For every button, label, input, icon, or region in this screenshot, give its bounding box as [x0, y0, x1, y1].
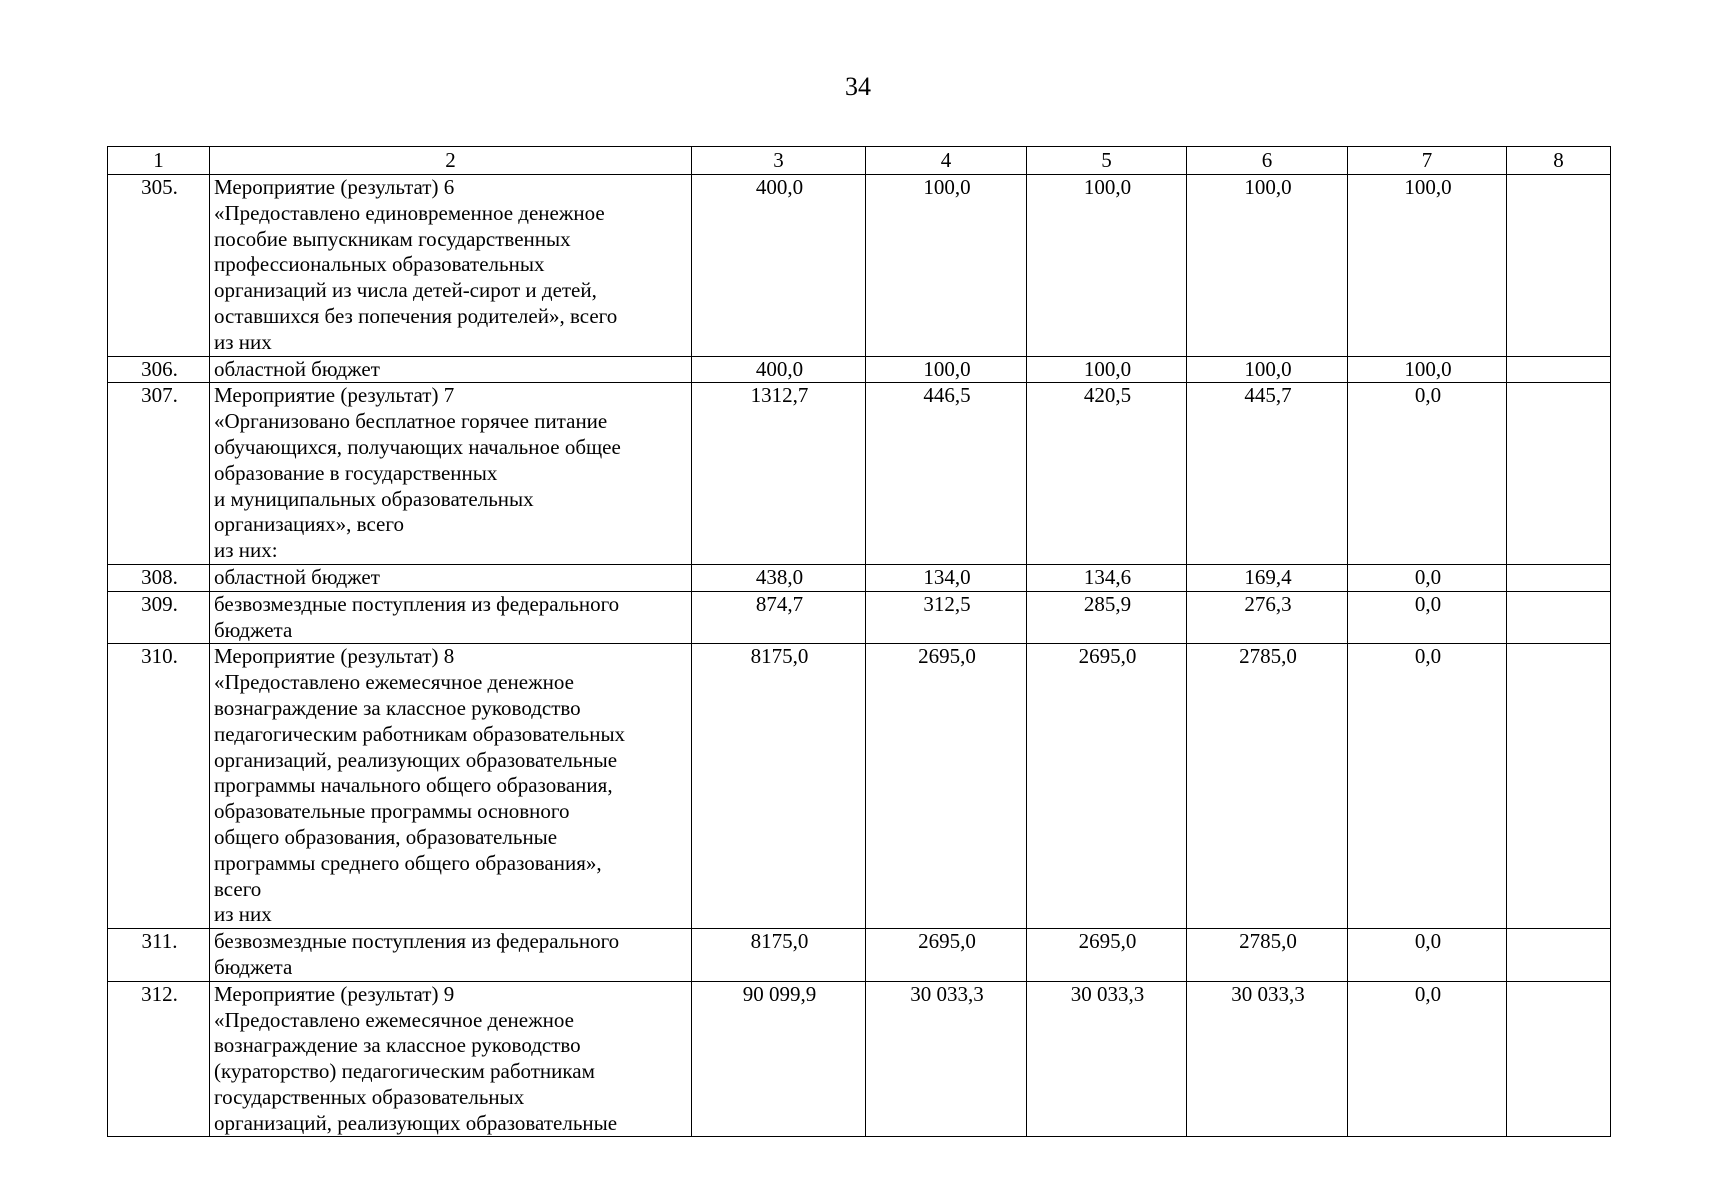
value-cell: 2695,0	[866, 644, 1027, 929]
row-number: 312.	[108, 981, 210, 1137]
row-description: Мероприятие (результат) 6 «Предоставлено единовременное денежное пособие выпускникам государственных профессиональных образовательных организаций из числа детей-сирот и детей, оставшихся без попечения родителей», всего из них	[210, 175, 692, 357]
value-cell: 2695,0	[866, 929, 1027, 982]
header-cell: 5	[1027, 147, 1187, 175]
value-cell: 312,5	[866, 591, 1027, 644]
value-cell	[1507, 644, 1611, 929]
value-cell: 0,0	[1348, 383, 1507, 565]
row-description: безвозмездные поступления из федерального бюджета	[210, 929, 692, 982]
table-header-row	[108, 147, 1611, 175]
row-description: областной бюджет	[210, 564, 692, 591]
value-cell: 100,0	[866, 356, 1027, 383]
header-cell: 1	[108, 147, 210, 175]
value-cell: 446,5	[866, 383, 1027, 565]
value-cell: 134,0	[866, 564, 1027, 591]
table-row	[108, 175, 1611, 357]
value-cell: 0,0	[1348, 564, 1507, 591]
value-cell: 90 099,9	[692, 981, 866, 1137]
value-cell: 400,0	[692, 356, 866, 383]
row-description: безвозмездные поступления из федерального бюджета	[210, 591, 692, 644]
table-row	[108, 356, 1611, 383]
value-cell: 400,0	[692, 175, 866, 357]
row-description: Мероприятие (результат) 8 «Предоставлено ежемесячное денежное вознаграждение за классное руководство педагогическим работникам образовательных организаций, реализующих образовательные программы начального общего образования, образовательные программы основного общего образования, образовательные программы среднего общего образования», всего из них	[210, 644, 692, 929]
value-cell	[1507, 929, 1611, 982]
budget-table	[107, 146, 1611, 1137]
value-cell: 2785,0	[1187, 929, 1348, 982]
value-cell: 0,0	[1348, 644, 1507, 929]
value-cell	[1507, 564, 1611, 591]
value-cell: 0,0	[1348, 981, 1507, 1137]
header-cell: 3	[692, 147, 866, 175]
row-number: 308.	[108, 564, 210, 591]
table-row	[108, 591, 1611, 644]
value-cell	[1507, 356, 1611, 383]
value-cell: 100,0	[1348, 356, 1507, 383]
value-cell: 100,0	[1027, 356, 1187, 383]
row-number: 310.	[108, 644, 210, 929]
table-row	[108, 644, 1611, 929]
header-cell: 4	[866, 147, 1027, 175]
value-cell: 438,0	[692, 564, 866, 591]
value-cell: 100,0	[1348, 175, 1507, 357]
value-cell: 2695,0	[1027, 644, 1187, 929]
row-number: 306.	[108, 356, 210, 383]
header-cell: 2	[210, 147, 692, 175]
value-cell: 8175,0	[692, 644, 866, 929]
row-description: Мероприятие (результат) 9 «Предоставлено ежемесячное денежное вознаграждение за классное руководство (кураторство) педагогическим работникам государственных образовательных организаций, реализующих образовательные	[210, 981, 692, 1137]
value-cell: 285,9	[1027, 591, 1187, 644]
value-cell: 874,7	[692, 591, 866, 644]
row-number: 311.	[108, 929, 210, 982]
value-cell: 100,0	[1187, 175, 1348, 357]
value-cell	[1507, 383, 1611, 565]
row-description: Мероприятие (результат) 7 «Организовано бесплатное горячее питание обучающихся, получающих начальное общее образование в государственных и муниципальных образовательных организациях», всего из них:	[210, 383, 692, 565]
value-cell: 100,0	[1027, 175, 1187, 357]
value-cell: 276,3	[1187, 591, 1348, 644]
value-cell: 0,0	[1348, 591, 1507, 644]
row-number: 309.	[108, 591, 210, 644]
value-cell: 2785,0	[1187, 644, 1348, 929]
row-number: 305.	[108, 175, 210, 357]
value-cell: 100,0	[866, 175, 1027, 357]
value-cell: 30 033,3	[866, 981, 1027, 1137]
value-cell	[1507, 591, 1611, 644]
value-cell: 134,6	[1027, 564, 1187, 591]
value-cell	[1507, 175, 1611, 357]
value-cell: 8175,0	[692, 929, 866, 982]
table-row	[108, 564, 1611, 591]
value-cell: 30 033,3	[1027, 981, 1187, 1137]
page-number: 34	[845, 72, 871, 101]
value-cell: 30 033,3	[1187, 981, 1348, 1137]
header-cell: 7	[1348, 147, 1507, 175]
value-cell: 100,0	[1187, 356, 1348, 383]
value-cell: 420,5	[1027, 383, 1187, 565]
row-description: областной бюджет	[210, 356, 692, 383]
value-cell: 2695,0	[1027, 929, 1187, 982]
table-row	[108, 383, 1611, 565]
table-row	[108, 929, 1611, 982]
row-number: 307.	[108, 383, 210, 565]
value-cell: 445,7	[1187, 383, 1348, 565]
header-cell: 6	[1187, 147, 1348, 175]
value-cell: 0,0	[1348, 929, 1507, 982]
value-cell	[1507, 981, 1611, 1137]
value-cell: 1312,7	[692, 383, 866, 565]
value-cell: 169,4	[1187, 564, 1348, 591]
table-row	[108, 981, 1611, 1137]
header-cell: 8	[1507, 147, 1611, 175]
